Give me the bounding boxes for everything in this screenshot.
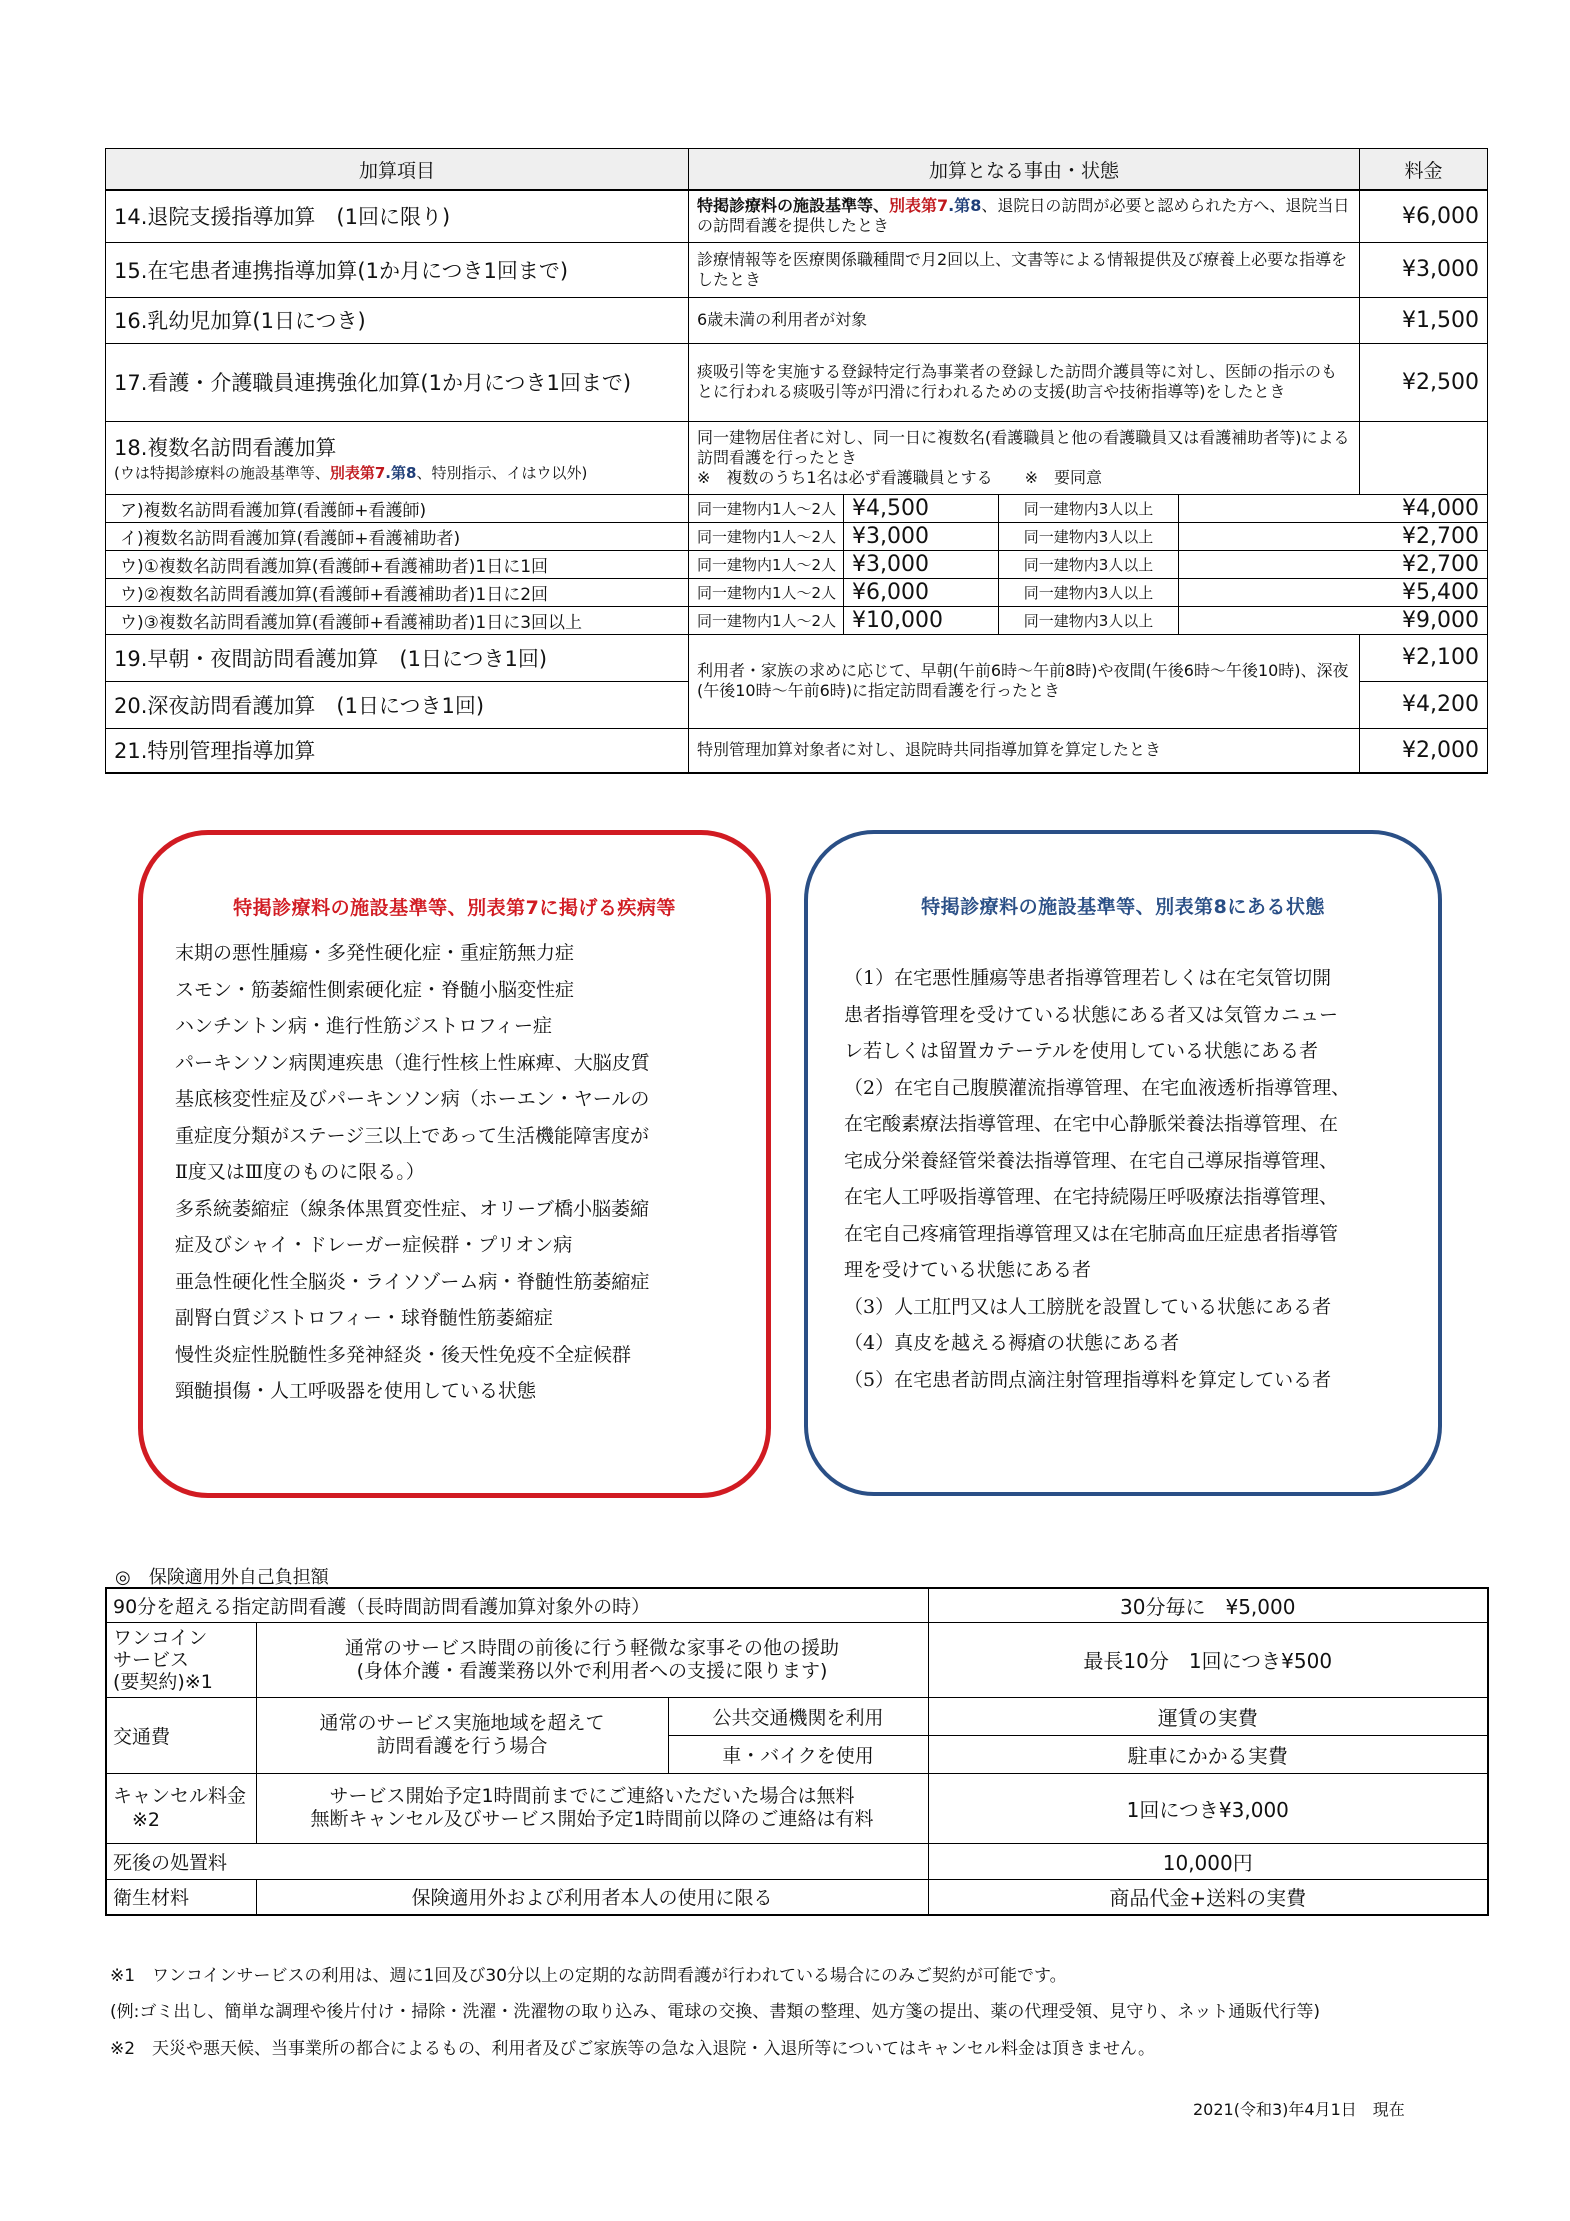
row-label: 90分を超える指定訪問看護（長時間訪問看護加算対象外の時） (106, 1588, 928, 1622)
row-fee: ¥1,500 (1360, 297, 1488, 343)
box-line: （5）在宅患者訪問点滴注射管理指導料を算定している者 (844, 1368, 1332, 1391)
sub-label-1: 同一建物内1人～2人 (689, 550, 844, 578)
cond-red-text: 別表第7 (889, 196, 949, 216)
sub-item: ウ)③複数名訪問看護加算(看護師+看護補助者)1日に3回以上 (106, 606, 689, 634)
note-dot: . (385, 464, 391, 482)
row-item-title: 18.複数名訪問看護加算 (114, 436, 337, 460)
footnote: (例:ゴミ出し、簡単な調理や後片付け・掃除・洗濯・洗濯物の取り込み、電球の交換、書類の整理、処方箋の提出、薬の代理受領、見守り、ネット通販代行等) (110, 2002, 1321, 2022)
row-item-note (114, 462, 680, 483)
sub-label-2: 同一建物内3人以上 (999, 522, 1179, 550)
box-line: Ⅱ度又はⅢ度のものに限る。） (175, 1161, 425, 1183)
sub-value-1: ¥3,000 (844, 522, 999, 550)
sub-value-2: ¥5,400 (1179, 578, 1488, 606)
row-item (106, 421, 689, 494)
table-row (106, 1622, 1488, 1697)
table-row (106, 1879, 1488, 1915)
row-condition (689, 421, 1360, 494)
sub-value-1: ¥3,000 (844, 550, 999, 578)
box-line: 多系統萎縮症（線条体黒質変性症、オリーブ橋小脳萎縮 (175, 1197, 650, 1220)
row-fee: ¥6,000 (1360, 190, 1488, 242)
box-line: スモン・筋萎縮性側索硬化症・脊髄小脳変性症 (175, 978, 575, 1001)
sub-value-2: ¥9,000 (1179, 606, 1488, 634)
box-line: 末期の悪性腫瘍・多発性硬化症・重症筋無力症 (175, 942, 575, 964)
row-label: 衛生材料 (106, 1879, 256, 1915)
table-row (106, 343, 1488, 421)
row-fee: ¥4,200 (1360, 681, 1488, 728)
footnote: ※2 天災や悪天候、当事業所の都合によるもの、利用者及びご家族等の急な入退院・入退所等についてはキャンセル料金は頂きません。 (110, 2039, 1156, 2059)
box-line: 頸髄損傷・人工呼吸器を使用している状態 (175, 1380, 537, 1402)
table-row (106, 297, 1488, 343)
table-row (106, 190, 1488, 242)
row-item: 17.看護・介護職員連携強化加算(1か月につき1回まで) (106, 343, 689, 421)
box-body (175, 935, 740, 1410)
sub-label-2: 同一建物内3人以上 (999, 578, 1179, 606)
sub-row (106, 606, 1488, 634)
row-label: ワンコイン サービス (要契約)※1 (106, 1622, 256, 1697)
row-condition: 利用者・家族の求めに応じて、早朝(午前6時～午前8時)や夜間(午後6時～午後10時)、深夜(午後10時～午前6時)に指定訪問看護を行ったとき (689, 634, 1360, 728)
row-fee: ¥3,000 (1360, 242, 1488, 297)
box-body (844, 960, 1414, 1398)
row-item: 16.乳幼児加算(1日につき) (106, 297, 689, 343)
row-label: キャンセル料金 ※2 (106, 1773, 256, 1843)
box-line: 重症度分類がステージ三以上であって生活機能障害度が (175, 1124, 650, 1147)
box-line: 在宅酸素療法指導管理、在宅中心静脈栄養法指導管理、在 (844, 1113, 1339, 1135)
box-line: （2）在宅自己腹膜灌流指導管理、在宅血液透析指導管理、 (844, 1076, 1351, 1099)
header-fee: 料金 (1360, 149, 1488, 191)
row-fee: ¥2,100 (1360, 634, 1488, 681)
sub-label-2: 同一建物内3人以上 (999, 606, 1179, 634)
row-label: 交通費 (106, 1697, 256, 1773)
sub-item: ウ)②複数名訪問看護加算(看護師+看護補助者)1日に2回 (106, 578, 689, 606)
box-title: 特掲診療料の施設基準等、別表第8にある状態 (921, 896, 1325, 918)
sub-row (106, 494, 1488, 522)
box-line: 在宅人工呼吸指導管理、在宅持続陽圧呼吸療法指導管理、 (844, 1186, 1339, 1208)
row-desc: サービス開始予定1時間前までにご連絡いただいた場合は無料 無断キャンセル及びサービス開始予定1時間前以降のご連絡は有料 (256, 1773, 928, 1843)
addition-fee-table (105, 148, 1488, 774)
sub-label-1: 同一建物内1人～2人 (689, 578, 844, 606)
table8-conditions-box (804, 830, 1442, 1496)
box-line: 患者指導管理を受けている状態にある者又は気管カニュー (844, 1003, 1339, 1026)
table-row (106, 421, 1488, 494)
table-row (106, 728, 1488, 773)
sub-value-2: ¥2,700 (1179, 522, 1488, 550)
box-line: 亜急性硬化性全脳炎・ライソゾーム病・脊髄性筋萎縮症 (175, 1270, 650, 1293)
row-condition: 痰吸引等を実施する登録特定行為事業者の登録した訪問介護員等に対し、医師の指示のもとに行われる痰吸引等が円滑に行われるための支援(助言や技術指導等)をしたとき (689, 343, 1360, 421)
sub-row (106, 522, 1488, 550)
sub-label-2: 同一建物内3人以上 (999, 550, 1179, 578)
row-sub: 車・バイクを使用 (668, 1735, 928, 1773)
table-row (106, 242, 1488, 297)
table7-diseases-box (138, 830, 771, 1498)
sub-value-2: ¥2,700 (1179, 550, 1488, 578)
row-item: 19.早朝・夜間訪問看護加算 (1日につき1回) (106, 634, 689, 681)
box-line: 在宅自己疼痛管理指導管理又は在宅肺高血圧症患者指導管 (844, 1222, 1339, 1245)
sub-label-1: 同一建物内1人～2人 (689, 522, 844, 550)
sub-value-2: ¥4,000 (1179, 494, 1488, 522)
sub-label-2: 同一建物内3人以上 (999, 494, 1179, 522)
row-fee: ¥2,000 (1360, 728, 1488, 773)
row-price: 1回につき¥3,000 (928, 1773, 1488, 1843)
sub-label-1: 同一建物内1人～2人 (689, 606, 844, 634)
row-fee (1360, 421, 1488, 494)
row-price: 駐車にかかる実費 (928, 1735, 1488, 1773)
section-title: ◎ 保険適用外自己負担額 (115, 1567, 329, 1588)
sub-value-1: ¥10,000 (844, 606, 999, 634)
row-condition: 特別管理加算対象者に対し、退院時共同指導加算を算定したとき (689, 728, 1360, 773)
row-desc: 保険適用外および利用者本人の使用に限る (256, 1879, 928, 1915)
cond-rest-text: 、退院日の訪問が必要と認められた方へ、退院当日の訪問看護を提供したとき (697, 196, 1350, 236)
row-condition (689, 190, 1360, 242)
table-row (106, 1773, 1488, 1843)
row-condition: 6歳未満の利用者が対象 (689, 297, 1360, 343)
table-row (106, 1697, 1488, 1735)
row-price: 30分毎に ¥5,000 (928, 1588, 1488, 1622)
table-header-row (106, 149, 1488, 191)
box-line: （3）人工肛門又は人工膀胱を設置している状態にある者 (844, 1295, 1332, 1318)
box-line: レ若しくは留置カテーテルを使用している状態にある者 (844, 1040, 1319, 1062)
cond-line: ※ 複数のうち1名は必ず看護職員とする ※ 要同意 (697, 467, 1102, 487)
cond-line: 同一建物居住者に対し、同一日に複数名(看護職員と他の看護職員又は看護補助者等)による訪問看護を行ったとき (697, 427, 1350, 467)
row-item: 21.特別管理指導加算 (106, 728, 689, 773)
box-line: 宅成分栄養経管栄養法指導管理、在宅自己導尿指導管理、 (844, 1149, 1339, 1172)
self-pay-table (105, 1587, 1489, 1916)
sub-item: ア)複数名訪問看護加算(看護師+看護師) (106, 494, 689, 522)
cond-blue-text: 第8 (954, 196, 982, 216)
header-condition: 加算となる事由・状態 (689, 149, 1360, 191)
row-price: 運賃の実費 (928, 1697, 1488, 1735)
header-item: 加算項目 (106, 149, 689, 191)
row-price: 商品代金+送料の実費 (928, 1879, 1488, 1915)
box-line: 症及びシャイ・ドレーガー症候群・プリオン病 (175, 1234, 573, 1256)
row-price: 10,000円 (928, 1843, 1488, 1879)
sub-value-1: ¥4,500 (844, 494, 999, 522)
box-line: （1）在宅悪性腫瘍等患者指導管理若しくは在宅気管切開 (844, 967, 1332, 989)
box-line: （4）真皮を越える褥瘡の状態にある者 (844, 1332, 1180, 1354)
sub-value-1: ¥6,000 (844, 578, 999, 606)
box-line: 理を受けている状態にある者 (844, 1259, 1092, 1281)
box-line: 基底核変性症及びパーキンソン病（ホーエン・ヤールの (175, 1088, 650, 1110)
box-line: 副腎白質ジストロフィー・球脊髄性筋萎縮症 (175, 1307, 553, 1329)
row-condition: 診療情報等を医療関係職種間で月2回以上、文書等による情報提供及び療養上必要な指導をしたとき (689, 242, 1360, 297)
cond-dot: . (948, 196, 955, 216)
sub-item: ウ)①複数名訪問看護加算(看護師+看護補助者)1日に1回 (106, 550, 689, 578)
box-title: 特掲診療料の施設基準等、別表第7に掲げる疾病等 (233, 897, 676, 919)
note-red-text: 別表第7 (329, 464, 386, 482)
sub-label-1: 同一建物内1人～2人 (689, 494, 844, 522)
sub-item: イ)複数名訪問看護加算(看護師+看護補助者) (106, 522, 689, 550)
document-date: 2021(令和3)年4月1日 現在 (1193, 2100, 1405, 2119)
footnote: ※1 ワンコインサービスの利用は、週に1回及び30分以上の定期的な訪問看護が行われている場合にのみご契約が可能です。 (110, 1966, 1067, 1986)
note-blue-text: 第8 (391, 464, 417, 482)
row-label: 死後の処置料 (106, 1843, 928, 1879)
sub-row (106, 578, 1488, 606)
row-item: 15.在宅患者連携指導加算(1か月につき1回まで) (106, 242, 689, 297)
box-line: ハンチントン病・進行性筋ジストロフィー症 (175, 1015, 552, 1037)
cond-bold-text: 特掲診療料の施設基準等、 (697, 196, 890, 216)
row-desc: 通常のサービス実施地域を超えて 訪問看護を行う場合 (256, 1697, 668, 1773)
sub-row (106, 550, 1488, 578)
table-row (106, 1843, 1488, 1879)
row-sub: 公共交通機関を利用 (668, 1697, 928, 1735)
row-fee: ¥2,500 (1360, 343, 1488, 421)
table-row (106, 1588, 1488, 1622)
note-text: (ウは特掲診療料の施設基準等、 (114, 464, 330, 482)
row-price: 最長10分 1回につき¥500 (928, 1622, 1488, 1697)
row-desc: 通常のサービス時間の前後に行う軽微な家事その他の援助 (身体介護・看護業務以外で利用者への支援に限ります) (256, 1622, 928, 1697)
box-line: パーキンソン病関連疾患（進行性核上性麻痺、大脳皮質 (175, 1051, 650, 1074)
row-item: 20.深夜訪問看護加算 (1日につき1回) (106, 681, 689, 728)
box-line: 慢性炎症性脱髄性多発神経炎・後天性免疫不全症候群 (175, 1343, 632, 1366)
note-text-end: 、特別指示、イはウ以外) (416, 464, 588, 482)
row-item: 14.退院支援指導加算 (1回に限り) (106, 190, 689, 242)
table-row (106, 634, 1488, 681)
